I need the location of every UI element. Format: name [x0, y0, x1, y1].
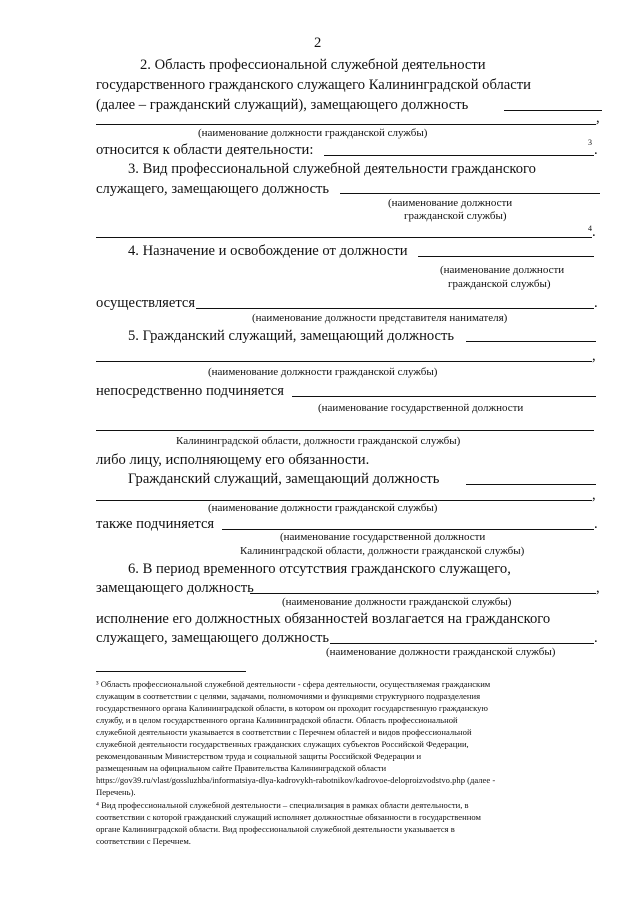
- para6-line-3: исполнение его должностных обязанностей возлагается на гражданского: [96, 611, 551, 627]
- caption-representative: (наименование должности представителя нанимателя): [252, 312, 508, 324]
- para2-line-1: 2. Область профессиональной служебной деятельности: [140, 57, 486, 73]
- para5-line-5: также подчиняется: [96, 516, 215, 532]
- caption-position: (наименование должности: [440, 264, 565, 276]
- footnote-3-line: государственного органа Калининградской области, в котором он проходит государственную гражданскую: [96, 703, 488, 713]
- caption-region: Калининградской области, должности гражданской службы): [176, 435, 461, 447]
- footnote-3-line: служебной деятельности указывается в соответствии с Перечнем областей и видов профессиональной: [96, 727, 472, 737]
- fill-line: [324, 155, 594, 156]
- footnote-3-link[interactable]: https://gov39.ru/vlast/gossluzhba/informatsiya-dlya-kadrovykh-rabotnikov/kadrovoe-deloproizvodstvo.php (далее -: [96, 775, 496, 785]
- para4-line-2: осуществляется: [96, 295, 196, 311]
- para2-line-4: относится к области деятельности:: [96, 142, 314, 158]
- para2-line-2: государственного гражданского служащего Калининградской области: [96, 77, 531, 93]
- footnote-marker-4: 4: [588, 224, 592, 233]
- para6-line-4: служащего, замещающего должность: [96, 630, 330, 646]
- para3-line-2: служащего, замещающего должность: [96, 181, 330, 197]
- footnote-4-line: органе Калининградской области. Вид профессиональной служебной деятельности указывается в: [96, 824, 455, 834]
- fill-line: [196, 308, 594, 309]
- caption-region: Калининградской области, должности гражданской службы): [240, 545, 525, 557]
- para6-line-1: 6. В период временного отсутствия гражданского служащего,: [128, 561, 511, 577]
- fill-line: [292, 396, 596, 397]
- para5-line-3: либо лицу, исполняющему его обязанности.: [96, 452, 370, 468]
- footnote-4-line: ⁴ Вид профессиональной служебной деятельности – специализация в рамках области деятельности, в: [96, 800, 469, 810]
- caption-state-position: (наименование государственной должности: [318, 402, 524, 414]
- para3-line-1: 3. Вид профессиональной служебной деятельности гражданского: [128, 161, 536, 177]
- caption-position: (наименование должности гражданской службы): [208, 366, 438, 378]
- caption-position: (наименование должности гражданской службы): [198, 127, 428, 139]
- fill-line: [96, 500, 592, 501]
- fill-line: [96, 430, 594, 431]
- para2-line-3: (далее – гражданский служащий), замещающего должность: [96, 97, 469, 113]
- fill-line: [466, 341, 596, 342]
- caption-position: гражданской службы): [448, 278, 551, 290]
- caption-position: (наименование должности гражданской службы): [282, 596, 512, 608]
- footnote-3-line: размещенным на официальном сайте Правительства Калининградской области: [96, 763, 387, 773]
- fill-line: [250, 593, 596, 594]
- page-number: 2: [314, 35, 322, 51]
- footnote-3-line: службу, и в целом государственного органа Калининградской области. Область профессиональной: [96, 715, 458, 725]
- caption-position: (наименование должности: [388, 197, 513, 209]
- footnote-3-line: ³ Область профессиональной служебной деятельности - сфера деятельности, осуществляемая гражданским: [96, 679, 491, 689]
- para5-line-1: 5. Гражданский служащий, замещающий должность: [128, 328, 455, 344]
- caption-position: (наименование должности гражданской службы): [208, 502, 438, 514]
- footnote-4-line: соответствии с Перечнем.: [96, 836, 191, 846]
- fill-line: [504, 110, 602, 111]
- footnote-4-line: соответствии с которой гражданский служащий исполняет должностные обязанности в государственном: [96, 812, 481, 822]
- para6-line-2: замещающего должность: [96, 580, 254, 596]
- fill-line: [222, 529, 594, 530]
- caption-position: гражданской службы): [404, 210, 507, 222]
- para5-line-4: Гражданский служащий, замещающий должность: [128, 471, 440, 487]
- footnote-marker-3: 3: [588, 138, 592, 147]
- footnote-3-line: рекомендованным Министерством труда и социальной защиты Российской Федерации и: [96, 751, 422, 761]
- fill-line: [330, 643, 594, 644]
- para5-line-2: непосредственно подчиняется: [96, 383, 284, 399]
- fill-line: [96, 124, 596, 125]
- fill-line: [96, 237, 592, 238]
- footnote-separator: [96, 671, 246, 672]
- footnote-3-line: служащим в соответствии с целями, задачами, полномочиями и функциями структурного подразделения: [96, 691, 481, 701]
- caption-state-position: (наименование государственной должности: [280, 531, 486, 543]
- fill-line: [96, 361, 592, 362]
- footnote-3-line: Перечень).: [96, 787, 136, 797]
- footnote-3-line: служебной деятельности государственных гражданских служащих субъектов Российской Федерации,: [96, 739, 469, 749]
- caption-position: (наименование должности гражданской службы): [326, 646, 556, 658]
- document-page: 2 2. Область профессиональной служебной деятельности государственного гражданского служащего Калининградской области (далее – гражданский служащий), замещающего должность , (наименование должности гражданской службы) относится к области деятельности: . 3 3. Вид профессиональной служебной деятельности гражданского служащего, замещающего должность (наименование должности гражданской службы) 4 . 4. Назначение и освобождение от должности (наименование должности гражданской службы) осуществляется . (наименование должности представителя нанимателя) 5. Гражданский служащий, замещающий должность , (наименование должности гражданской службы) непосредственно подчиняется (наименование государственной должности Калининградской области, должности гражданской службы) либо лицу, исполняющему его обязанности. Гражданский служащий, замещающий должность , (наименование должности гражданской службы) также подчиняется . (наименование государственной должности Калининградской области, должности гражданской службы) 6. В период временного отсутствия гражданского служащего, замещающего должность , (наименование должности гражданской службы) исполнение его должностных обязанностей возлагается на гражданского служащего, замещающего должность . (наименование должности гражданской службы) ³ Область профессиональной служебной деятельности - сфера деятельности, осуществляемая гражданским служащим в соответствии с целями, задачами, полномочиями и функциями структурного подразделения государственного органа Калининградской области, в котором он проходит государственную гражданскую службу, и в целом государственного органа Калининградской области. Область профессиональной служебной деятельности указывается в соответствии с Перечнем областей и видов профессиональной служебной деятельности государственных гражданских служащих субъектов Российской Федерации, рекомендованным Министерством труда и социальной защиты Российской Федерации и размещенным на официальном сайте Правительства Калининградской области https://gov39.ru/vlast/gossluzhba/informatsiya-dlya-kadrovykh-rabotnikov/kadrovoe-deloproizvodstvo.php (далее - Перечень). ⁴ Вид профессиональной служебной деятельности – специализация в рамках области деятельности, в соответствии с которой гражданский служащий исполняет должностные обязанности в государственном органе Калининградской области. Вид профессиональной служебной деятельности указывается в соответствии с Перечнем.: [0, 0, 640, 905]
- fill-line: [340, 193, 600, 194]
- fill-line: [418, 256, 594, 257]
- fill-line: [466, 484, 596, 485]
- para4-line-1: 4. Назначение и освобождение от должности: [128, 243, 408, 259]
